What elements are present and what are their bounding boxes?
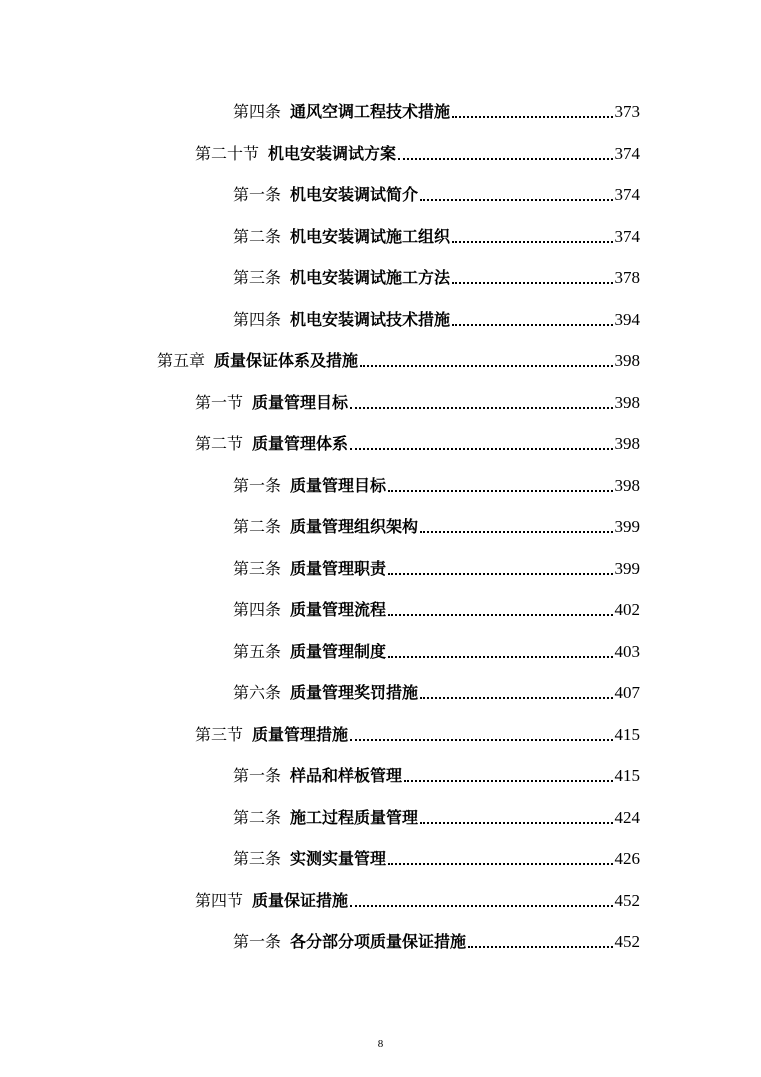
entry-label: 第六条 (233, 683, 282, 702)
toc-entry[interactable] (233, 509, 640, 537)
entry-label: 第四条 (233, 310, 282, 329)
toc-entry[interactable] (233, 260, 640, 288)
entry-page-number: 374 (614, 144, 640, 163)
entry-label: 第四节 (195, 891, 244, 910)
entry-label: 第三条 (233, 559, 282, 578)
toc-entry[interactable] (233, 800, 640, 828)
entry-title: 各分部分项质量保证措施 (290, 932, 467, 951)
entry-label: 第三节 (195, 725, 244, 744)
dot-leader (350, 448, 612, 450)
entry-page-number: 415 (614, 725, 640, 744)
toc-entry[interactable] (195, 385, 640, 413)
entry-title: 质量管理体系 (252, 434, 349, 453)
toc-entry[interactable] (195, 136, 640, 164)
entry-title: 机电安装调试施工方法 (290, 268, 451, 287)
entry-title: 样品和样板管理 (290, 766, 403, 785)
entry-label: 第二条 (233, 808, 282, 827)
toc-entry[interactable] (233, 758, 640, 786)
entry-label: 第三条 (233, 849, 282, 868)
toc-entry[interactable] (233, 468, 640, 496)
dot-leader (452, 324, 612, 326)
dot-leader (420, 199, 612, 201)
dot-leader (452, 282, 612, 284)
toc-entry[interactable] (157, 343, 640, 371)
toc-entry[interactable] (233, 592, 640, 620)
entry-page-number: 398 (614, 434, 640, 453)
entry-page-number: 403 (614, 642, 640, 661)
entry-label: 第一节 (195, 393, 244, 412)
dot-leader (388, 490, 612, 492)
entry-title: 质量保证措施 (252, 891, 349, 910)
entry-page-number: 407 (614, 683, 640, 702)
entry-title: 实测实量管理 (290, 849, 387, 868)
dot-leader (388, 614, 612, 616)
page-number: 8 (377, 1038, 384, 1050)
entry-page-number: 398 (614, 476, 640, 495)
dot-leader (420, 697, 612, 699)
entry-page-number: 394 (614, 310, 640, 329)
dot-leader (350, 905, 612, 907)
entry-title: 质量管理流程 (290, 600, 387, 619)
dot-leader (388, 656, 612, 658)
entry-title: 通风空调工程技术措施 (290, 102, 451, 121)
dot-leader (420, 822, 612, 824)
entry-title: 质量管理目标 (290, 476, 387, 495)
dot-leader (398, 158, 612, 160)
entry-label: 第一条 (233, 185, 282, 204)
entry-page-number: 426 (614, 849, 640, 868)
entry-page-number: 399 (614, 559, 640, 578)
entry-label: 第四条 (233, 600, 282, 619)
toc-entry[interactable] (195, 883, 640, 911)
dot-leader (452, 116, 612, 118)
entry-page-number: 424 (614, 808, 640, 827)
entry-label: 第四条 (233, 102, 282, 121)
entry-page-number: 373 (614, 102, 640, 121)
entry-title: 机电安装调试简介 (290, 185, 419, 204)
entry-label: 第二节 (195, 434, 244, 453)
entry-label: 第二条 (233, 517, 282, 536)
entry-title: 机电安装调试施工组织 (290, 227, 451, 246)
entry-label: 第一条 (233, 476, 282, 495)
entry-label: 第五章 (157, 351, 206, 370)
entry-label: 第五条 (233, 642, 282, 661)
entry-page-number: 415 (614, 766, 640, 785)
entry-page-number: 398 (614, 393, 640, 412)
entry-page-number: 452 (614, 932, 640, 951)
entry-title: 施工过程质量管理 (290, 808, 419, 827)
entry-label: 第三条 (233, 268, 282, 287)
dot-leader (388, 573, 612, 575)
entry-title: 质量管理组织架构 (290, 517, 419, 536)
toc-entry[interactable] (195, 426, 640, 454)
entry-title: 质量管理措施 (252, 725, 349, 744)
dot-leader (468, 946, 612, 948)
dot-leader (350, 739, 612, 741)
entry-label: 第二条 (233, 227, 282, 246)
dot-leader (350, 407, 612, 409)
entry-title: 机电安装调试技术措施 (290, 310, 451, 329)
toc-entry[interactable] (233, 924, 640, 952)
entry-page-number: 374 (614, 227, 640, 246)
dot-leader (452, 241, 612, 243)
entry-page-number: 374 (614, 185, 640, 204)
toc-entry[interactable] (233, 177, 640, 205)
toc-entry[interactable] (233, 634, 640, 662)
dot-leader (388, 863, 612, 865)
toc-entry[interactable] (195, 717, 640, 745)
entry-title: 机电安装调试方案 (268, 144, 397, 163)
entry-title: 质量管理目标 (252, 393, 349, 412)
toc-entry[interactable] (233, 219, 640, 247)
entry-label: 第一条 (233, 932, 282, 951)
entry-title: 质量管理制度 (290, 642, 387, 661)
entry-page-number: 398 (614, 351, 640, 370)
entry-label: 第二十节 (195, 144, 260, 163)
entry-title: 质量保证体系及措施 (214, 351, 359, 370)
entry-page-number: 378 (614, 268, 640, 287)
dot-leader (420, 531, 612, 533)
toc-entry[interactable] (233, 675, 640, 703)
toc-entry[interactable] (233, 841, 640, 869)
entry-page-number: 402 (614, 600, 640, 619)
entry-page-number: 452 (614, 891, 640, 910)
toc-entry[interactable] (233, 302, 640, 330)
toc-entry[interactable] (233, 551, 640, 579)
entry-title: 质量管理职责 (290, 559, 387, 578)
dot-leader (360, 365, 612, 367)
dot-leader (404, 780, 612, 782)
toc-entry[interactable] (233, 94, 640, 122)
entry-title: 质量管理奖罚措施 (290, 683, 419, 702)
entry-label: 第一条 (233, 766, 282, 785)
entry-page-number: 399 (614, 517, 640, 536)
